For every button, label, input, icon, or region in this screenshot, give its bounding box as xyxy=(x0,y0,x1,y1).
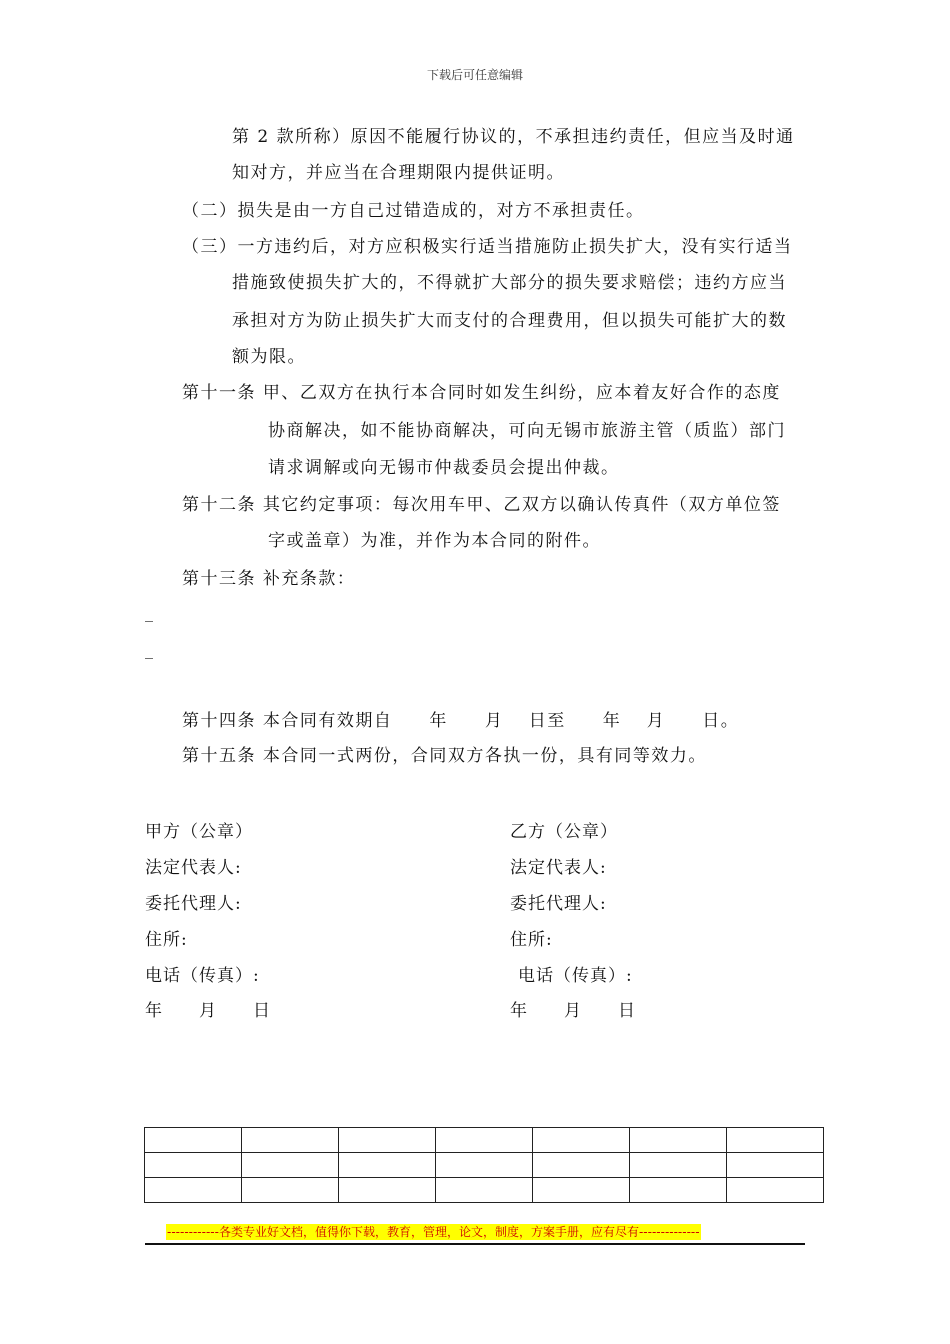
party-a-agent: 委托代理人: xyxy=(145,894,242,914)
clause-line: 额为限。 xyxy=(232,347,306,367)
footer-divider xyxy=(145,1243,805,1245)
party-a-rep: 法定代表人: xyxy=(145,858,242,878)
party-b-rep: 法定代表人: xyxy=(510,858,607,878)
table-row xyxy=(145,1128,824,1153)
party-b-phone: 电话（传真）: xyxy=(518,966,633,986)
table-cell xyxy=(339,1128,436,1153)
clause-line: （三）一方违约后，对方应积极实行适当措施防止损失扩大，没有实行适当 xyxy=(182,237,793,257)
clause-line: 措施致使损失扩大的，不得就扩大部分的损失要求赔偿；违约方应当 xyxy=(232,273,787,293)
party-b-date: 年 月 日 xyxy=(510,1001,636,1021)
clause-line: （二）损失是由一方自己过错造成的，对方不承担责任。 xyxy=(182,201,645,221)
party-a-title: 甲方（公章） xyxy=(145,822,253,842)
table-cell xyxy=(436,1128,533,1153)
table-cell xyxy=(145,1178,242,1203)
table-cell xyxy=(242,1178,339,1203)
table-row xyxy=(145,1153,824,1178)
table-cell xyxy=(533,1153,630,1178)
party-b-address: 住所: xyxy=(510,930,553,950)
table-cell xyxy=(630,1153,727,1178)
article-14-line: 第十四条 本合同有效期自 年 月 日至 年 月 日。 xyxy=(182,711,740,731)
blank-line: _ xyxy=(145,603,153,622)
party-b-agent: 委托代理人: xyxy=(510,894,607,914)
table-cell xyxy=(727,1153,824,1178)
page-header: 下载后可任意编辑 xyxy=(426,68,523,82)
table-row xyxy=(145,1178,824,1203)
table-cell xyxy=(727,1128,824,1153)
clause-line: 第 2 款所称）原因不能履行协议的，不承担违约责任，但应当及时通 xyxy=(232,127,795,147)
table-cell xyxy=(145,1128,242,1153)
party-a-date: 年 月 日 xyxy=(145,1001,271,1021)
party-b-title: 乙方（公章） xyxy=(510,822,618,842)
article-13-line: 第十三条 补充条款： xyxy=(182,569,356,589)
blank-line: _ xyxy=(145,640,153,659)
table-cell xyxy=(242,1153,339,1178)
table-cell xyxy=(630,1128,727,1153)
table-cell xyxy=(533,1128,630,1153)
table-cell xyxy=(436,1153,533,1178)
table-cell xyxy=(242,1128,339,1153)
table-cell xyxy=(339,1178,436,1203)
article-11-line: 协商解决，如不能协商解决，可向无锡市旅游主管（质监）部门 xyxy=(268,421,786,441)
article-11-line: 第十一条 甲、乙双方在执行本合同时如发生纠纷，应本着友好合作的态度 xyxy=(182,383,781,403)
article-12-line: 第十二条 其它约定事项：每次用车甲、乙双方以确认传真件（双方单位签 xyxy=(182,495,781,515)
table-cell xyxy=(436,1178,533,1203)
party-a-phone: 电话（传真）: xyxy=(145,966,260,986)
table-cell xyxy=(533,1178,630,1203)
clause-line: 知对方，并应当在合理期限内提供证明。 xyxy=(232,163,565,183)
article-11-line: 请求调解或向无锡市仲裁委员会提出仲裁。 xyxy=(268,458,620,478)
party-a-address: 住所: xyxy=(145,930,188,950)
clause-line: 承担对方为防止损失扩大而支付的合理费用，但以损失可能扩大的数 xyxy=(232,311,787,331)
table-cell xyxy=(339,1153,436,1178)
blank-table xyxy=(144,1127,824,1203)
article-12-line: 字或盖章）为准，并作为本合同的附件。 xyxy=(268,531,601,551)
article-15-line: 第十五条 本合同一式两份，合同双方各执一份，具有同等效力。 xyxy=(182,746,707,766)
footer-banner: ------------各类专业好文档，值得你下载，教育，管理，论文，制度，方案手册，应有尽有-------------- xyxy=(167,1225,700,1239)
table-cell xyxy=(727,1178,824,1203)
table-cell xyxy=(630,1178,727,1203)
table-cell xyxy=(145,1153,242,1178)
